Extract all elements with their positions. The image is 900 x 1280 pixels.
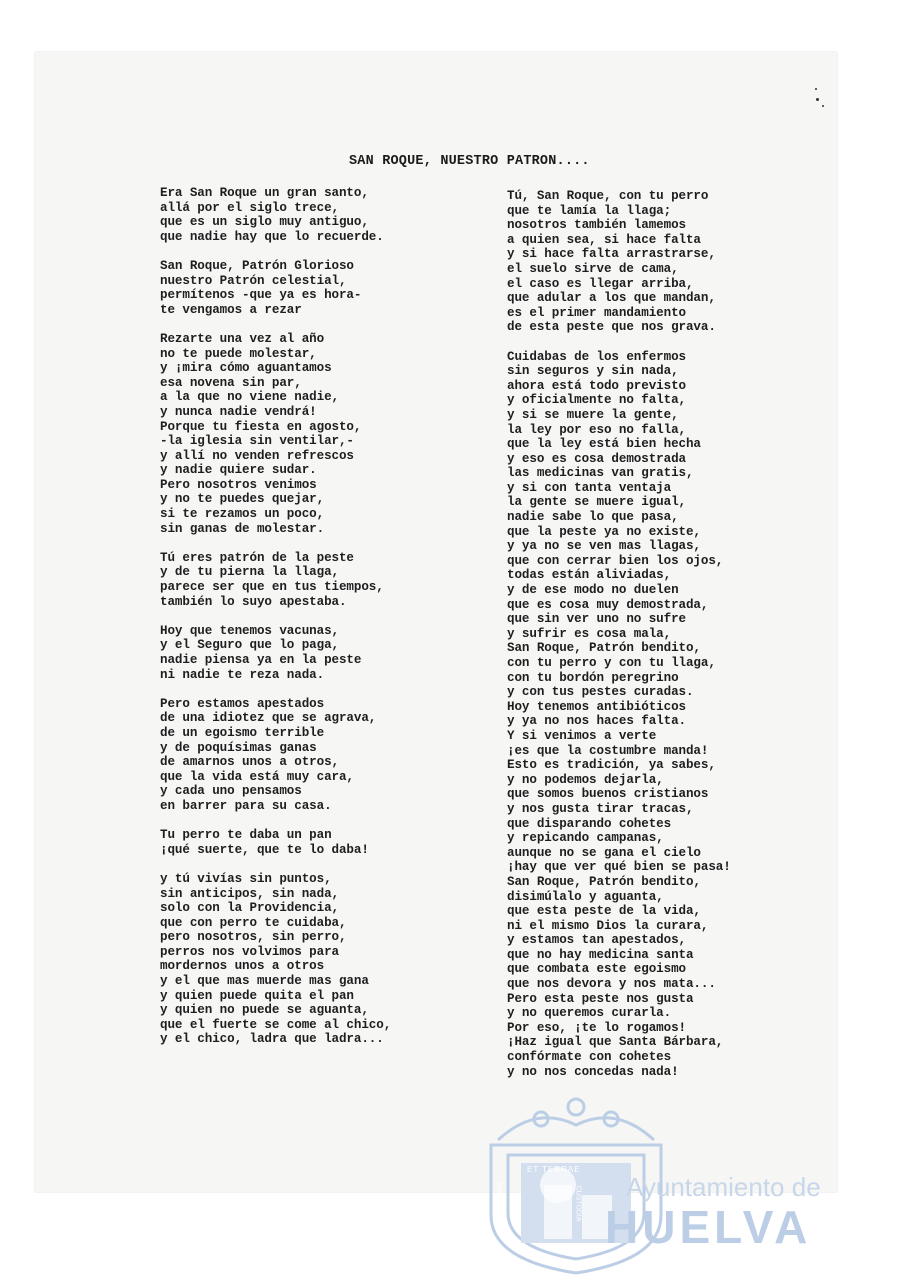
poem-line: que sin ver uno no sufre [507,612,686,627]
poem-right-column [507,189,842,1094]
poem-line: y de ese modo no duelen [507,583,679,598]
poem-stanza [160,551,490,609]
poem-line: que somos buenos cristianos [507,787,709,802]
poem-line: y allí no venden refrescos [160,448,354,463]
poem-line: y oficialmente no falta, [507,393,686,408]
poem-line: -la iglesia sin ventilar,- [160,434,354,449]
poem-line: de amarnos unos a otros, [160,755,339,770]
poem-line: y repicando campanas, [507,831,664,846]
poem-line: confórmate con cohetes [507,1050,672,1065]
poem-line: con tu perro y con tu llaga, [507,656,716,670]
poem-line: las medicinas van gratis, [507,466,694,481]
poem-line: la ley por eso no falla, [507,422,686,437]
poem-line: y si con tanta ventaja [507,480,672,495]
poem-line: que te lamía la llaga; [507,203,672,218]
poem-line: ni el mismo Dios la curara, [507,918,709,933]
poem-line: permítenos -que ya es hora- [160,288,362,303]
poem-line: y nunca nadie vendrá! [160,404,317,419]
poem-line: que con perro te cuidaba, [160,915,347,930]
poem-line: no te puede molestar, [160,346,317,361]
document-title: SAN ROQUE, NUESTRO PATRON.... [349,154,590,169]
poem-line: te vengamos a rezar [160,302,302,317]
poem-line: y sufrir es cosa mala, [507,626,672,641]
poem-line: parece ser que en tus tiempos, [160,580,384,595]
poem-line: ¡hay que ver qué bien se pasa! [507,860,731,875]
poem-line: la gente se muere igual, [507,495,686,510]
poem-line: Tu perro te daba un pan [160,828,332,843]
poem-line: Pero estamos apestados [160,696,325,711]
poem-line: si te rezamos un poco, [160,507,325,522]
poem-line: Rezarte una vez al año [160,331,325,346]
poem-line: todas están aliviadas, [507,568,672,583]
poem-line: que nos devora y nos mata... [507,977,716,992]
shield-right-text: CUSTODIA [574,1185,582,1222]
poem-line: que la ley está bien hecha [507,437,701,452]
poem-left-column [160,186,490,1062]
poem-line: de una idiotez que se agrava, [160,711,377,726]
poem-line: y no queremos curarla. [507,1006,672,1021]
poem-line: esa novena sin par, [160,375,302,390]
poem-line: a quien sea, si hace falta [507,232,701,247]
poem-line: que no hay medicina santa [507,947,694,962]
poem-line: que con cerrar bien los ojos, [507,553,724,568]
poem-line: y de tu pierna la llaga, [160,565,339,580]
poem-line: nuestro Patrón celestial, [160,273,347,288]
poem-line: que la peste ya no existe, [507,524,701,539]
poem-stanza [160,697,490,814]
poem-line: Pero nosotros venimos [160,477,317,492]
poem-line: y no podemos dejarla, [507,772,664,787]
poem-line: San Roque, Patrón bendito, [507,641,701,656]
poem-line: y el chico, ladra que ladra... [160,1032,384,1047]
poem-line: y nos gusta tirar tracas, [507,801,694,816]
poem-line: y estamos tan apestados, [507,933,686,948]
poem-line: que disparando cohetes [507,816,672,831]
poem-line: con tu bordón peregrino [507,670,679,685]
poem-line: ahora está todo previsto [507,378,686,393]
poem-line: que la vida está muy cara, [160,769,354,784]
speck [815,88,817,90]
speck [822,105,824,107]
watermark-line1: Ayuntamiento de [626,1172,821,1202]
poem-line: ¡qué suerte, que te lo daba! [160,842,369,857]
shield-top-text: ET TERRAE [527,1165,581,1174]
poem-line: y no te puedes quejar, [160,492,325,507]
poem-line: que combata este egoismo [507,962,686,977]
poem-line: sin ganas de molestar. [160,521,325,536]
poem-stanza [507,189,842,335]
poem-line: y cada uno pensamos [160,784,302,799]
poem-line: pero nosotros, sin perro, [160,930,347,945]
poem-line: Esto es tradición, ya sabes, [507,758,716,773]
poem-line: Pero esta peste nos gusta [507,991,694,1006]
poem-line: y no nos concedas nada! [507,1064,679,1079]
poem-line: aunque no se gana el cielo [507,845,701,860]
poem-line: perros nos volvimos para [160,944,339,959]
poem-line: solo con la Providencia, [160,901,339,916]
poem-line: a la que no viene nadie, [160,390,339,405]
poem-line: Cuidabas de los enfermos [507,349,686,364]
poem-line: el suelo sirve de cama, [507,261,679,276]
poem-stanza [160,828,490,857]
poem-line: allá por el siglo trece, [160,200,339,215]
poem-line: Era San Roque un gran santo, [160,186,369,200]
shield-left-text: PORTUS MARIS [497,1181,505,1236]
poem-line: y quien puede quita el pan [160,988,354,1003]
poem-line: y con tus pestes curadas. [507,685,694,700]
poem-line: y de poquísimas ganas [160,740,317,755]
poem-line: y el Seguro que lo paga, [160,638,339,653]
poem-line: sin anticipos, sin nada, [160,886,339,901]
poem-line: Tú, San Roque, con tu perro [507,189,709,203]
poem-stanza [160,872,490,1047]
poem-line: ni nadie te reza nada. [160,667,325,682]
poem-line: que nadie hay que lo recuerde. [160,229,384,244]
poem-line: y ya no nos haces falta. [507,714,686,729]
poem-line: y eso es cosa demostrada [507,451,686,466]
watermark-line2: HUELVA [605,1201,812,1253]
poem-line: Tú eres patrón de la peste [160,550,354,565]
poem-line: que es un siglo muy antiguo, [160,215,369,230]
poem-line: Hoy tenemos antibióticos [507,699,686,714]
poem-line: Hoy que tenemos vacunas, [160,623,339,638]
poem-line: en barrer para su casa. [160,798,332,813]
poem-line: y ¡mira cómo aguantamos [160,361,332,376]
poem-line: Y si venimos a verte [507,728,657,743]
poem-stanza [160,624,490,682]
poem-line: ¡es que la costumbre manda! [507,743,709,758]
poem-line: de esta peste que nos grava. [507,320,716,335]
poem-stanza [160,259,490,317]
poem-stanza [160,186,490,244]
poem-line: Porque tu fiesta en agosto, [160,419,362,434]
poem-stanza [507,350,842,1080]
poem-line: ¡Haz igual que Santa Bárbara, [507,1035,724,1050]
poem-line: nadie piensa ya en la peste [160,653,362,667]
poem-line: que adular a los que mandan, [507,291,716,306]
speck [816,98,819,101]
poem-line: también lo suyo apestaba. [160,594,347,609]
poem-line: el caso es llegar arriba, [507,276,694,291]
poem-line: disimúlalo y aguanta, [507,889,664,904]
poem-line: nosotros también lamemos [507,218,686,233]
poem-line: Por eso, ¡te lo rogamos! [507,1020,686,1035]
poem-line: y tú vivías sin puntos, [160,871,332,886]
poem-line: es el primer mandamiento [507,305,686,320]
poem-line: y el que mas muerde mas gana [160,974,369,989]
poem-line: y nadie quiere sudar. [160,463,317,478]
poem-stanza [160,332,490,536]
poem-line: y ya no se ven mas llagas, [507,539,701,554]
poem-line: San Roque, Patrón bendito, [507,874,701,889]
poem-line: y si hace falta arrastrarse, [507,247,716,262]
poem-line: que el fuerte se come al chico, [160,1017,392,1032]
poem-line: que es cosa muy demostrada, [507,597,709,612]
poem-line: mordernos unos a otros [160,959,325,974]
poem-line: y si se muere la gente, [507,407,679,422]
poem-line: de un egoismo terrible [160,725,325,740]
poem-line: sin seguros y sin nada, [507,364,679,379]
poem-line: y quien no puede se aguanta, [160,1003,369,1018]
poem-line: que esta peste de la vida, [507,904,701,919]
poem-line: nadie sabe lo que pasa, [507,510,679,525]
poem-line: San Roque, Patrón Glorioso [160,258,354,273]
